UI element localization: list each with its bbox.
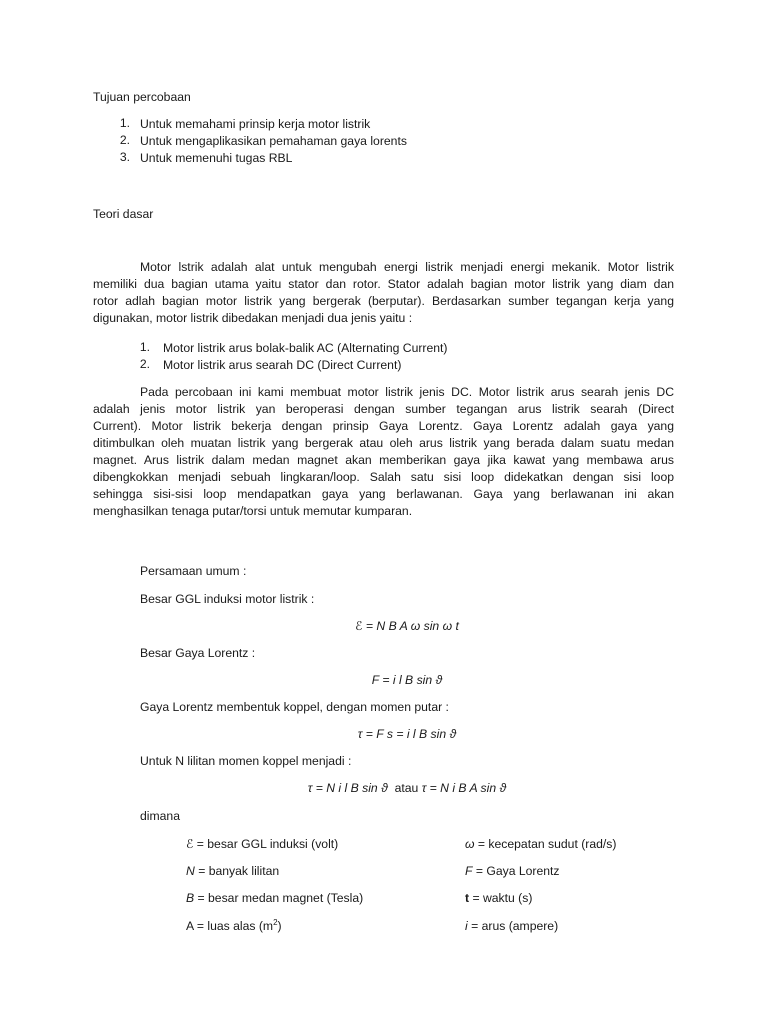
paragraph-line: memiliki dua bagian utama yaitu stator dan rotor. Stator adalah bagian motor listrik yang diam dan — [93, 277, 674, 291]
list-item: Untuk mengaplikasikan pemahaman gaya lorents — [140, 134, 407, 148]
paragraph-line: Pada percobaan ini kami membuat motor listrik jenis DC. Motor listrik arus searah jenis DC — [140, 385, 674, 399]
list-number: 1. — [139, 340, 150, 354]
list-item: Untuk memahami prinsip kerja motor listrik — [140, 117, 371, 131]
symbol: ℰ — [186, 837, 194, 851]
ggl-equation: ℰ = N B A ω sin ω t — [355, 619, 459, 633]
definition-t — [465, 890, 532, 906]
paragraph-line: ditimbulkan oleh muatan listrik yang bergerak atau oleh arus listrik yang berada dalam suatu medan — [93, 436, 674, 450]
paragraph-line: sehingga sisi-sisi loop mendapatkan gaya yang berlawanan. Gaya yang berlawanan ini akan — [93, 487, 674, 501]
list-item: Untuk memenuhi tugas RBL — [140, 151, 293, 165]
definition-text: = kecepatan sudut (rad/s) — [474, 837, 617, 851]
torque-equation-1: τ = N i l B sin ϑ — [307, 781, 388, 795]
definition-text: = arus (ampere) — [467, 919, 559, 933]
paragraph-line: dibengkokkan menjadi sebuah lingkaran/loop. Salah satu sisi loop didekatkan dengan sisi loop — [93, 470, 674, 484]
paragraph-line: rotor adlah bagian motor listrik yang bergerak (berputar). Berdasarkan sumber tegangan kerja yang — [93, 294, 674, 308]
definition-n — [186, 863, 279, 879]
definition-text: = banyak lilitan — [194, 864, 280, 878]
section-heading-theory: Teori dasar — [93, 207, 154, 221]
koppel-label: Gaya Lorentz membentuk koppel, dengan momen putar : — [140, 700, 449, 714]
paragraph-line: digunakan, motor listrik dibedakan menjadi dua jenis yaitu : — [93, 311, 413, 325]
definition-omega — [465, 836, 616, 852]
definition-f — [465, 863, 560, 879]
paragraph-line: magnet. Arus listrik dalam medan magnet akan memberikan gaya jika kawat yang membawa arus — [93, 453, 674, 467]
definition-text: = luas alas (m — [193, 919, 274, 933]
torque-equation-2: τ = N i B A sin ϑ — [421, 781, 507, 795]
symbol: F — [465, 864, 473, 878]
paragraph-line: adalah jenis motor listrik yan beroperasi dengan sumber tegangan arus listrik searah (Direct — [93, 402, 674, 416]
superscript: 2 — [273, 917, 278, 927]
paragraph-dc-motor — [93, 384, 674, 520]
definition-text: = besar medan magnet (Tesla) — [194, 891, 364, 905]
paragraph-intro — [93, 259, 674, 327]
list-number: 2. — [139, 357, 150, 371]
where-label: dimana — [140, 809, 180, 823]
section-heading-objectives: Tujuan percobaan — [93, 90, 191, 104]
equation-connector: atau — [394, 781, 419, 795]
paragraph-line: Motor lstrik adalah alat untuk mengubah energi listrik menjadi energi mekanik. Motor listrik — [140, 260, 674, 274]
symbol: N — [186, 864, 195, 878]
definition-text: ) — [277, 919, 282, 933]
definition-emf — [186, 836, 338, 852]
definition-text: = besar GGL induksi (volt) — [193, 837, 339, 851]
symbol: B — [186, 891, 195, 905]
ggl-label: Besar GGL induksi motor listrik : — [140, 592, 315, 606]
equations-heading: Persamaan umum : — [140, 564, 247, 578]
list-number: 3. — [119, 150, 130, 164]
symbol: t — [465, 891, 470, 905]
definition-a — [186, 918, 282, 934]
list-number: 1. — [119, 116, 130, 130]
list-item: Motor listrik arus searah DC (Direct Current) — [163, 358, 402, 372]
lorentz-label: Besar Gaya Lorentz : — [140, 646, 256, 660]
list-item: Motor listrik arus bolak-balik AC (Alternating Current) — [163, 341, 448, 355]
symbol: i — [465, 919, 468, 933]
paragraph-line: Current). Motor listrik bekerja dengan prinsip Gaya Lorentz. Gaya Lorentz adalah gaya yang — [93, 419, 674, 433]
definition-i — [465, 918, 558, 934]
definition-text: = waktu (s) — [469, 891, 533, 905]
koppel-equation: τ = F s = i l B sin ϑ — [357, 727, 457, 741]
definition-b — [186, 890, 363, 906]
paragraph-line: menghasilkan tenaga putar/torsi untuk memutar kumparan. — [93, 504, 413, 518]
list-number: 2. — [119, 133, 130, 147]
n-lilitan-equation — [140, 780, 674, 796]
definition-text: = Gaya Lorentz — [472, 864, 560, 878]
symbol: A — [186, 919, 194, 933]
n-lilitan-label: Untuk N lilitan momen koppel menjadi : — [140, 754, 352, 768]
symbol: ω — [465, 837, 475, 851]
lorentz-equation: F = i l B sin ϑ — [371, 673, 443, 687]
